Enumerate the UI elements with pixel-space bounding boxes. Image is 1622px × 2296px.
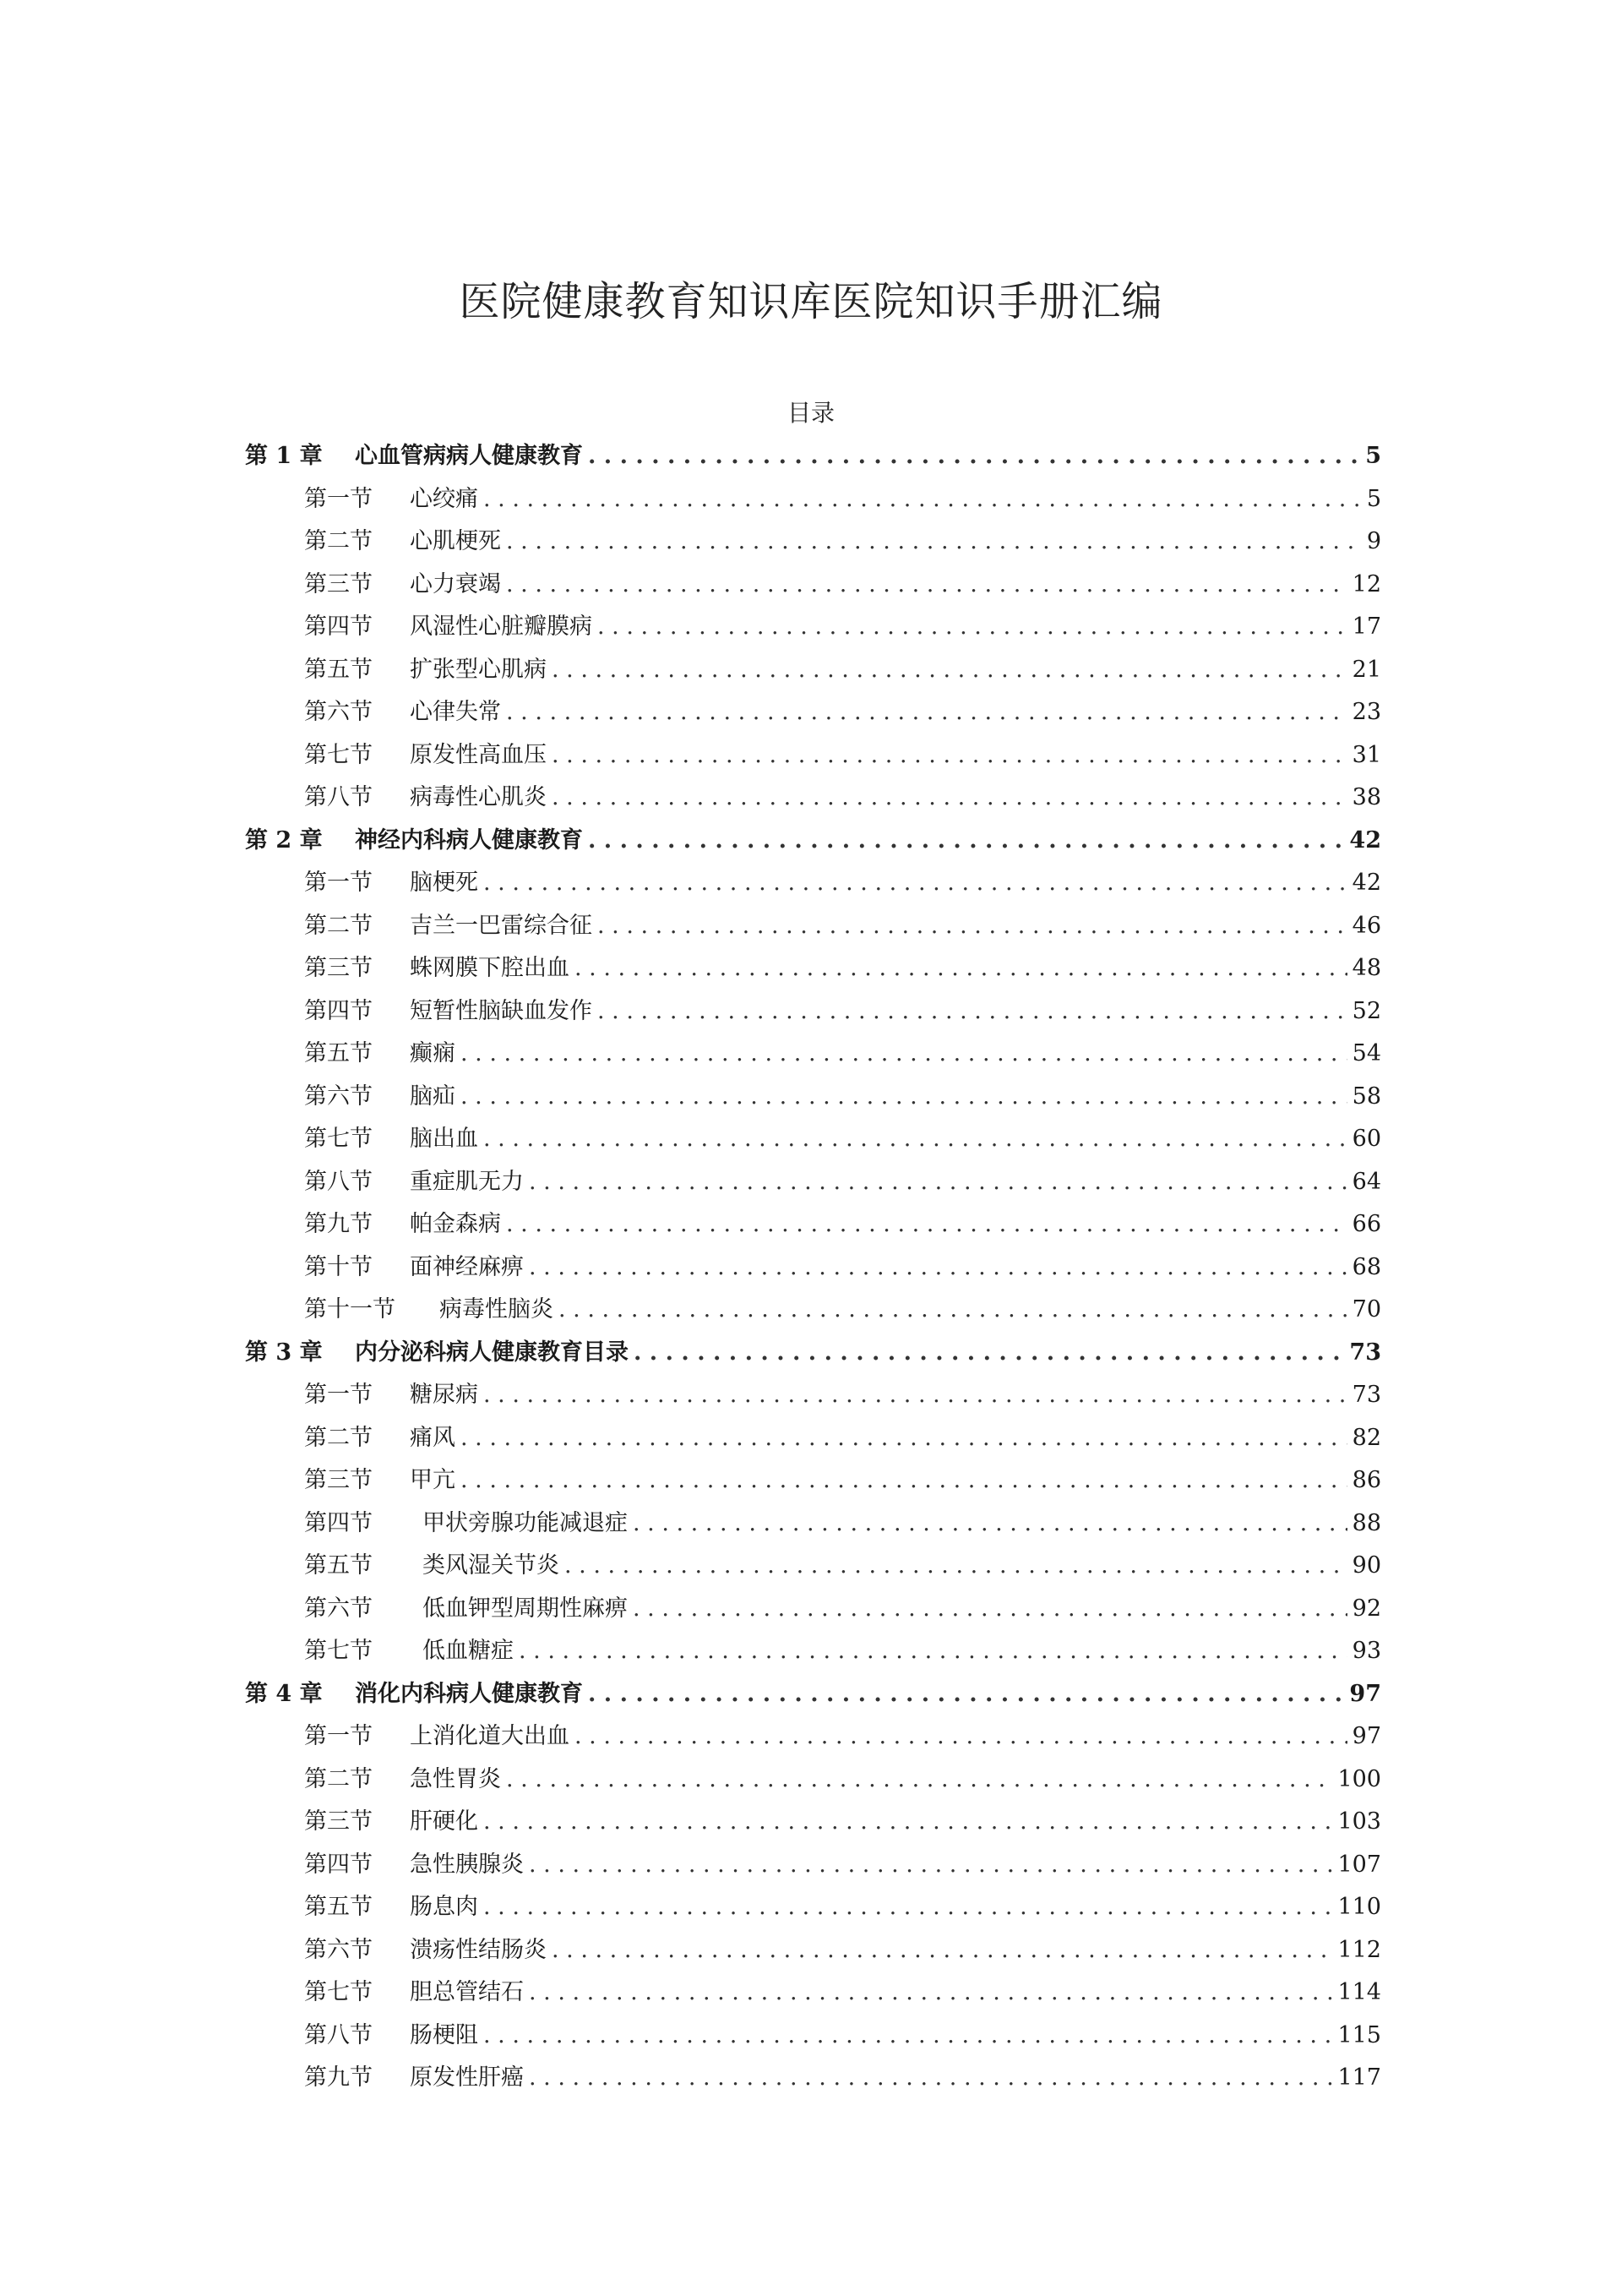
toc-page-number: 42: [1349, 826, 1381, 854]
toc-section-entry[interactable]: [245, 2057, 1381, 2100]
toc-chapter-entry[interactable]: [245, 435, 1381, 478]
toc-dot-leader: [558, 1289, 1347, 1332]
toc-page-number: 107: [1337, 1851, 1381, 1878]
toc-section-entry[interactable]: [245, 1929, 1381, 1972]
toc-entry-title: 心肌梗死: [410, 528, 501, 554]
toc-entry-number: 第十节: [304, 1253, 373, 1280]
toc-dot-leader: [552, 777, 1347, 820]
toc-entry-number: 第三节: [304, 1808, 373, 1835]
toc-entry-title: 帕金森病: [410, 1211, 501, 1237]
toc-entry-title: 急性胃炎: [410, 1765, 501, 1792]
toc-entry-title: 心律失常: [410, 699, 501, 725]
toc-entry-number: 第六节: [304, 1083, 373, 1110]
toc-entry-number: 第四节: [304, 1509, 373, 1536]
toc-entry-title: 心绞痛: [410, 485, 478, 512]
table-of-contents: [245, 435, 1381, 2100]
toc-page-number: 82: [1352, 1424, 1381, 1451]
toc-page-number: 115: [1337, 2021, 1381, 2048]
toc-entry-title: 面神经麻痹: [410, 1253, 524, 1280]
toc-dot-leader: [529, 1844, 1332, 1887]
toc-entry-title: 神经内科病人健康教育: [355, 826, 583, 854]
toc-page-number: 112: [1337, 1936, 1381, 1963]
toc-section-entry[interactable]: [245, 1972, 1381, 2015]
toc-page-number: 48: [1352, 955, 1381, 981]
toc-dot-leader: [597, 606, 1347, 649]
toc-section-entry[interactable]: [245, 478, 1381, 521]
toc-page-number: 97: [1349, 1680, 1381, 1707]
toc-dot-leader: [588, 1673, 1344, 1716]
toc-dot-leader: [529, 1972, 1332, 2015]
toc-section-entry[interactable]: [245, 1844, 1381, 1887]
toc-entry-number: 第五节: [304, 656, 373, 683]
toc-entry-title: 风湿性心脏瓣膜病: [410, 614, 592, 640]
toc-entry-title: 原发性高血压: [410, 741, 547, 768]
toc-page-number: 5: [1366, 485, 1381, 512]
toc-entry-title: 低血钾型周期性麻痹: [422, 1595, 628, 1622]
toc-entry-number: 第六节: [304, 699, 373, 725]
toc-section-entry[interactable]: [245, 1246, 1381, 1290]
toc-entry-number: 第二节: [304, 528, 373, 554]
toc-entry-number: 第九节: [304, 2064, 373, 2091]
toc-entry-title: 急性胰腺炎: [410, 1851, 524, 1878]
toc-page-number: 60: [1352, 1126, 1381, 1152]
toc-dot-leader: [574, 947, 1347, 990]
toc-entry-number: 第 1 章: [245, 443, 323, 469]
toc-page-number: 42: [1352, 870, 1381, 896]
toc-section-entry[interactable]: [245, 521, 1381, 564]
toc-entry-title: 肠梗阻: [410, 2021, 478, 2048]
toc-entry-title: 脑疝: [410, 1083, 455, 1110]
toc-entry-number: 第四节: [304, 997, 373, 1024]
toc-page-number: 73: [1349, 1339, 1381, 1366]
toc-entry-title: 胆总管结石: [410, 1979, 524, 2005]
toc-page-number: 114: [1337, 1979, 1381, 2005]
toc-section-entry[interactable]: [245, 606, 1381, 649]
toc-page-number: 97: [1352, 1723, 1381, 1749]
toc-section-entry[interactable]: [245, 1801, 1381, 1844]
toc-dot-leader: [506, 1203, 1347, 1246]
toc-chapter-entry[interactable]: [245, 1673, 1381, 1716]
toc-entry-number: 第八节: [304, 2021, 373, 2048]
toc-entry-number: 第 4 章: [245, 1680, 323, 1707]
toc-section-entry[interactable]: [245, 1459, 1381, 1502]
toc-dot-leader: [460, 1459, 1347, 1502]
toc-entry-number: 第五节: [304, 1552, 373, 1579]
toc-entry-number: 第一节: [304, 1382, 373, 1408]
toc-section-entry[interactable]: [245, 862, 1381, 905]
toc-entry-number: 第七节: [304, 1638, 373, 1664]
toc-entry-number: 第七节: [304, 741, 373, 768]
toc-page-number: 31: [1352, 741, 1381, 768]
toc-entry-number: 第八节: [304, 1168, 373, 1195]
toc-dot-leader: [633, 1588, 1347, 1631]
toc-entry-title: 病毒性脑炎: [439, 1296, 553, 1323]
toc-section-entry[interactable]: [245, 1374, 1381, 1417]
toc-chapter-entry[interactable]: [245, 820, 1381, 863]
toc-section-entry[interactable]: [245, 777, 1381, 820]
toc-section-entry[interactable]: [245, 1161, 1381, 1204]
toc-section-entry[interactable]: [245, 1759, 1381, 1802]
toc-dot-leader: [634, 1332, 1344, 1375]
toc-dot-leader: [460, 1417, 1347, 1460]
toc-entry-title: 脑出血: [410, 1126, 478, 1152]
toc-page-number: 68: [1352, 1253, 1381, 1280]
toc-entry-number: 第二节: [304, 912, 373, 939]
toc-entry-title: 重症肌无力: [410, 1168, 524, 1195]
toc-dot-leader: [506, 1759, 1332, 1802]
toc-page-number: 92: [1352, 1595, 1381, 1622]
toc-dot-leader: [519, 1630, 1347, 1673]
toc-page-number: 9: [1366, 528, 1381, 554]
toc-entry-number: 第五节: [304, 1040, 373, 1066]
toc-section-entry[interactable]: [245, 905, 1381, 948]
toc-dot-leader: [552, 1929, 1332, 1972]
toc-dot-leader: [483, 1886, 1332, 1929]
toc-section-entry[interactable]: [245, 947, 1381, 990]
toc-entry-title: 扩张型心肌病: [410, 656, 547, 683]
toc-entry-number: 第三节: [304, 1467, 373, 1493]
toc-section-entry[interactable]: [245, 649, 1381, 692]
toc-dot-leader: [483, 1801, 1332, 1844]
toc-entry-title: 短暂性脑缺血发作: [410, 997, 592, 1024]
toc-entry-number: 第二节: [304, 1765, 373, 1792]
toc-page-number: 54: [1352, 1040, 1381, 1066]
toc-page-number: 58: [1352, 1083, 1381, 1110]
toc-entry-number: 第十一节: [304, 1296, 395, 1323]
toc-page-number: 12: [1352, 570, 1381, 597]
toc-page-number: 73: [1352, 1382, 1381, 1408]
toc-entry-title: 痛风: [410, 1424, 455, 1451]
toc-dot-leader: [633, 1502, 1347, 1546]
toc-entry-number: 第三节: [304, 955, 373, 981]
toc-dot-leader: [529, 1246, 1347, 1290]
toc-entry-number: 第三节: [304, 570, 373, 597]
toc-entry-title: 吉兰一巴雷综合征: [410, 912, 592, 939]
toc-entry-number: 第九节: [304, 1211, 373, 1237]
toc-dot-leader: [506, 564, 1347, 607]
toc-entry-number: 第五节: [304, 1894, 373, 1920]
toc-page-number: 66: [1352, 1211, 1381, 1237]
toc-entry-number: 第 2 章: [245, 826, 323, 854]
toc-entry-number: 第一节: [304, 485, 373, 512]
toc-section-entry[interactable]: [245, 1588, 1381, 1631]
toc-dot-leader: [552, 734, 1347, 777]
toc-page-number: 64: [1352, 1168, 1381, 1195]
toc-entry-title: 类风湿关节炎: [422, 1552, 559, 1579]
toc-entry-title: 低血糖症: [422, 1638, 514, 1664]
toc-entry-number: 第六节: [304, 1936, 373, 1963]
toc-section-entry[interactable]: [245, 1203, 1381, 1246]
toc-dot-leader: [588, 435, 1360, 478]
toc-entry-title: 甲亢: [410, 1467, 455, 1493]
toc-dot-leader: [597, 905, 1347, 948]
toc-dot-leader: [574, 1715, 1347, 1759]
toc-section-entry[interactable]: [245, 1886, 1381, 1929]
toc-section-entry[interactable]: [245, 1502, 1381, 1546]
toc-section-entry[interactable]: [245, 1076, 1381, 1119]
toc-page-number: 110: [1337, 1894, 1381, 1920]
toc-dot-leader: [483, 1374, 1347, 1417]
toc-page-number: 52: [1352, 997, 1381, 1024]
toc-entry-title: 原发性肝癌: [410, 2064, 524, 2091]
toc-entry-number: 第八节: [304, 784, 373, 810]
toc-entry-title: 消化内科病人健康教育: [355, 1680, 583, 1707]
toc-section-entry[interactable]: [245, 1289, 1381, 1332]
toc-page-number: 103: [1337, 1808, 1381, 1835]
toc-dot-leader: [483, 478, 1362, 521]
toc-chapter-entry[interactable]: [245, 1332, 1381, 1375]
toc-entry-title: 溃疡性结肠炎: [410, 1936, 547, 1963]
toc-page-number: 46: [1352, 912, 1381, 939]
toc-entry-title: 肝硬化: [410, 1808, 478, 1835]
toc-entry-number: 第二节: [304, 1424, 373, 1451]
toc-dot-leader: [506, 691, 1347, 734]
toc-dot-leader: [483, 862, 1347, 905]
toc-dot-leader: [460, 1076, 1347, 1119]
toc-entry-title: 蛛网膜下腔出血: [410, 955, 569, 981]
toc-page-number: 117: [1337, 2064, 1381, 2091]
toc-page-number: 86: [1352, 1467, 1381, 1493]
toc-section-entry[interactable]: [245, 1715, 1381, 1759]
toc-entry-title: 癫痫: [410, 1040, 455, 1066]
toc-entry-title: 糖尿病: [410, 1382, 478, 1408]
toc-section-entry[interactable]: [245, 1545, 1381, 1588]
toc-entry-number: 第七节: [304, 1979, 373, 2005]
toc-dot-leader: [506, 521, 1362, 564]
toc-dot-leader: [483, 1118, 1347, 1161]
toc-section-entry[interactable]: [245, 1630, 1381, 1673]
toc-page-number: 88: [1352, 1509, 1381, 1536]
toc-dot-leader: [483, 2015, 1332, 2058]
toc-page-number: 90: [1352, 1552, 1381, 1579]
toc-page-number: 23: [1352, 699, 1381, 725]
toc-entry-title: 心血管病病人健康教育: [355, 443, 583, 469]
toc-entry-title: 脑梗死: [410, 870, 478, 896]
toc-entry-number: 第六节: [304, 1595, 373, 1622]
toc-entry-title: 内分泌科病人健康教育目录: [355, 1339, 629, 1366]
toc-entry-number: 第一节: [304, 1723, 373, 1749]
toc-entry-number: 第一节: [304, 870, 373, 896]
toc-page-number: 38: [1352, 784, 1381, 810]
toc-entry-number: 第四节: [304, 614, 373, 640]
toc-page-number: 93: [1352, 1638, 1381, 1664]
toc-section-entry[interactable]: [245, 1118, 1381, 1161]
toc-dot-leader: [552, 649, 1347, 692]
toc-entry-title: 上消化道大出血: [410, 1723, 569, 1749]
toc-page-number: 100: [1337, 1765, 1381, 1792]
toc-dot-leader: [564, 1545, 1347, 1588]
toc-section-entry[interactable]: [245, 564, 1381, 607]
toc-entry-title: 心力衰竭: [410, 570, 501, 597]
toc-section-entry[interactable]: [245, 691, 1381, 734]
toc-dot-leader: [460, 1033, 1347, 1076]
toc-entry-title: 病毒性心肌炎: [410, 784, 547, 810]
toc-entry-number: 第 3 章: [245, 1339, 323, 1366]
toc-dot-leader: [529, 2057, 1332, 2100]
toc-entry-number: 第四节: [304, 1851, 373, 1878]
toc-section-entry[interactable]: [245, 1033, 1381, 1076]
toc-page-number: 21: [1352, 656, 1381, 683]
toc-entry-title: 肠息肉: [410, 1894, 478, 1920]
toc-section-entry[interactable]: [245, 1417, 1381, 1460]
toc-entry-title: 甲状旁腺功能减退症: [422, 1509, 628, 1536]
toc-page-number: 17: [1352, 614, 1381, 640]
toc-dot-leader: [588, 820, 1344, 863]
toc-heading: 目录: [787, 399, 835, 427]
toc-dot-leader: [597, 990, 1347, 1033]
toc-section-entry[interactable]: [245, 734, 1381, 777]
toc-page-number: 70: [1352, 1296, 1381, 1323]
toc-section-entry[interactable]: [245, 990, 1381, 1033]
toc-page-number: 5: [1365, 443, 1381, 469]
toc-section-entry[interactable]: [245, 2015, 1381, 2058]
toc-entry-number: 第七节: [304, 1126, 373, 1152]
document-title: 医院健康教育知识库医院知识手册汇编: [459, 278, 1163, 325]
toc-dot-leader: [529, 1161, 1347, 1204]
